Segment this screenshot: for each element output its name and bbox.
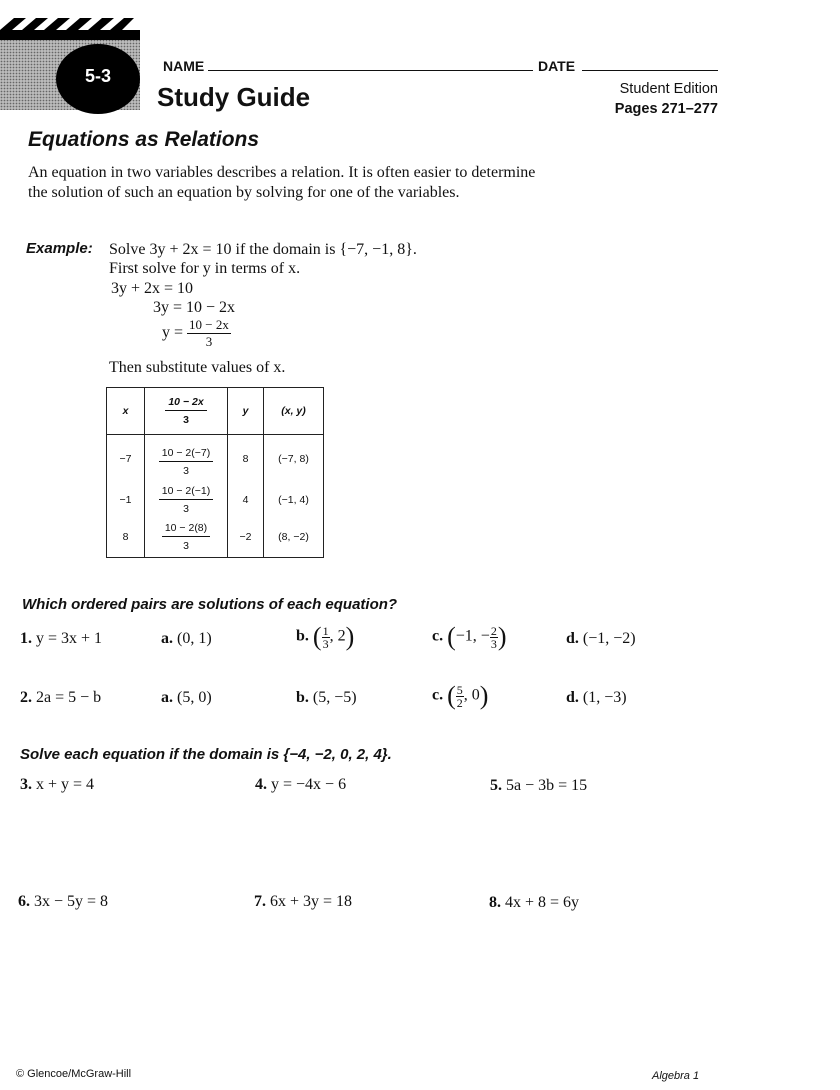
cell-pair: (8, −2): [264, 517, 324, 558]
step3-denominator: 3: [205, 334, 213, 349]
problem-2-choice-c[interactable]: c. ( $\frac{5}{2}$, 0): [432, 681, 489, 710]
choice-c-num: 2: [490, 623, 497, 638]
cell-y: −2: [228, 517, 264, 558]
choice-a-label: a.: [161, 630, 173, 647]
problem-number: 7.: [254, 893, 266, 910]
cell-pair: (−7, 8): [264, 435, 324, 484]
choice-c-label: c.: [432, 627, 444, 645]
choice-c-den: 2: [456, 695, 463, 710]
choice-c-den: 3: [490, 636, 497, 651]
choice-b-rest: , 2: [329, 627, 346, 645]
problem-2-choice-a[interactable]: [161, 689, 212, 707]
choice-a-label: a.: [161, 689, 173, 706]
section-heading-solve-domain: Solve each equation if the domain is {−4, −2, 0, 2, 4}.: [20, 746, 392, 763]
choice-b-label: b.: [296, 689, 309, 706]
row2-fraction: [159, 485, 213, 515]
example-substitute: Then substitute values of x.: [109, 359, 286, 376]
header-numerator: 10 − 2x: [165, 396, 206, 411]
problem-2-equation: [20, 689, 101, 707]
problem-equation: y = −4x − 6: [271, 776, 347, 793]
lesson-number-badge: 5-3: [56, 44, 140, 114]
table-header-row: [107, 388, 324, 435]
cell-x: −1: [107, 483, 145, 517]
row1-denominator: 3: [183, 465, 189, 477]
choice-d-value: (1, −3): [582, 689, 627, 706]
problem-2-number: 2.: [20, 689, 32, 706]
header-fraction: [165, 396, 206, 426]
cell-y: 8: [228, 435, 264, 484]
problem-1-choice-b[interactable]: b. ( $\frac{1}{3}$, 2): [296, 622, 355, 651]
row1-numerator: 10 − 2(−7): [159, 447, 213, 462]
problem-number: 8.: [489, 894, 501, 911]
intro-paragraph: An equation in two variables describes a relation. It is often easier to determine the solution of such an equation by solving for one of the variables.: [28, 164, 536, 201]
cell-pair: (−1, 4): [264, 483, 324, 517]
problem-8: [489, 894, 579, 912]
footer-copyright: © Glencoe/McGraw-Hill: [16, 1068, 132, 1080]
choice-c-fraction: [490, 625, 498, 650]
choice-c-label: c.: [432, 686, 444, 704]
cell-x: 8: [107, 517, 145, 558]
problem-equation: 6x + 3y = 18: [270, 893, 353, 910]
problem-number: 5.: [490, 777, 502, 794]
example-step-3: [162, 317, 231, 350]
example-label: Example:: [26, 240, 93, 257]
row3-denominator: 3: [183, 540, 189, 552]
step3-lhs: y =: [162, 324, 184, 342]
cell-expression: [145, 435, 228, 484]
row3-numerator: 10 − 2(8): [162, 522, 210, 537]
problem-1-choice-a[interactable]: [161, 630, 212, 648]
choice-b-fraction: [322, 625, 330, 650]
problem-1-number: 1.: [20, 630, 32, 647]
step3-fraction: [187, 317, 231, 350]
pages-label: Pages 271–277: [614, 101, 718, 117]
choice-b-label: b.: [296, 627, 309, 645]
example-problem: Solve 3y + 2x = 10 if the domain is {−7, −1, 8}.: [109, 241, 417, 258]
choice-d-label: d.: [566, 630, 579, 647]
choice-b-den: 3: [322, 636, 329, 651]
problem-1-choice-c[interactable]: c. (−1, − $\frac{2}{3}$): [432, 622, 507, 651]
header-pair: (x, y): [264, 388, 324, 435]
choice-d-value: (−1, −2): [582, 630, 636, 647]
choice-d-label: d.: [566, 689, 579, 706]
row2-denominator: 3: [183, 503, 189, 515]
header-expression: [145, 388, 228, 435]
header-x: x: [107, 388, 145, 435]
cell-y: 4: [228, 483, 264, 517]
choice-c-pre: −1, −: [455, 627, 490, 645]
problem-equation: 3x − 5y = 8: [34, 893, 109, 910]
header-denominator: 3: [183, 414, 189, 426]
problem-2-eq: 2a = 5 − b: [36, 689, 102, 706]
cell-expression: [145, 517, 228, 558]
problem-1-eq: y = 3x + 1: [36, 630, 103, 647]
cell-expression: [145, 483, 228, 517]
date-field-line[interactable]: [582, 70, 718, 71]
problem-1-equation: [20, 630, 102, 648]
problem-equation: x + y = 4: [36, 776, 95, 793]
edition-label: Student Edition: [619, 81, 718, 97]
table-row: [107, 435, 324, 484]
choice-b-value: (5, −5): [312, 689, 357, 706]
choice-a-value: (5, 0): [177, 689, 212, 706]
problem-6: [18, 893, 108, 911]
problem-number: 6.: [18, 893, 30, 910]
table-row: [107, 483, 324, 517]
solution-table: [106, 387, 324, 558]
name-field-line[interactable]: [208, 70, 533, 71]
choice-c-num: 5: [456, 682, 463, 697]
section-heading-ordered-pairs: Which ordered pairs are solutions of each equation?: [22, 596, 398, 613]
cell-x: −7: [107, 435, 145, 484]
example-step-1: 3y + 2x = 10: [111, 280, 194, 297]
problem-number: 4.: [255, 776, 267, 793]
edition-info: [560, 79, 718, 119]
example-step-2: 3y = 10 − 2x: [153, 299, 236, 316]
example-instruction: First solve for y in terms of x.: [109, 260, 301, 277]
choice-b-num: 1: [322, 623, 329, 638]
step3-numerator: 10 − 2x: [189, 317, 229, 332]
page-title: Equations as Relations: [28, 128, 260, 151]
problem-5: [490, 777, 587, 795]
problem-4: [255, 776, 346, 794]
row1-fraction: [159, 447, 213, 477]
choice-a-value: (0, 1): [177, 630, 212, 647]
study-guide-heading: Study Guide: [157, 82, 311, 112]
name-label: NAME: [163, 58, 205, 74]
problem-number: 3.: [20, 776, 32, 793]
problem-2-choice-b[interactable]: [296, 689, 357, 707]
problem-1-choice-d[interactable]: [566, 630, 636, 648]
choice-c-fraction: [456, 684, 464, 709]
choice-c-rest: , 0: [463, 686, 480, 704]
row2-numerator: 10 − 2(−1): [159, 485, 213, 500]
date-label: DATE: [538, 58, 576, 74]
problem-2-choice-d[interactable]: [566, 689, 627, 707]
problem-equation: 5a − 3b = 15: [506, 777, 588, 794]
problem-3: [20, 776, 94, 794]
problem-7: [254, 893, 352, 911]
header-y: y: [228, 388, 264, 435]
problem-equation: 4x + 8 = 6y: [505, 894, 580, 911]
row3-fraction: [162, 522, 210, 552]
table-row: [107, 517, 324, 558]
footer-course: Algebra 1: [652, 1070, 700, 1082]
